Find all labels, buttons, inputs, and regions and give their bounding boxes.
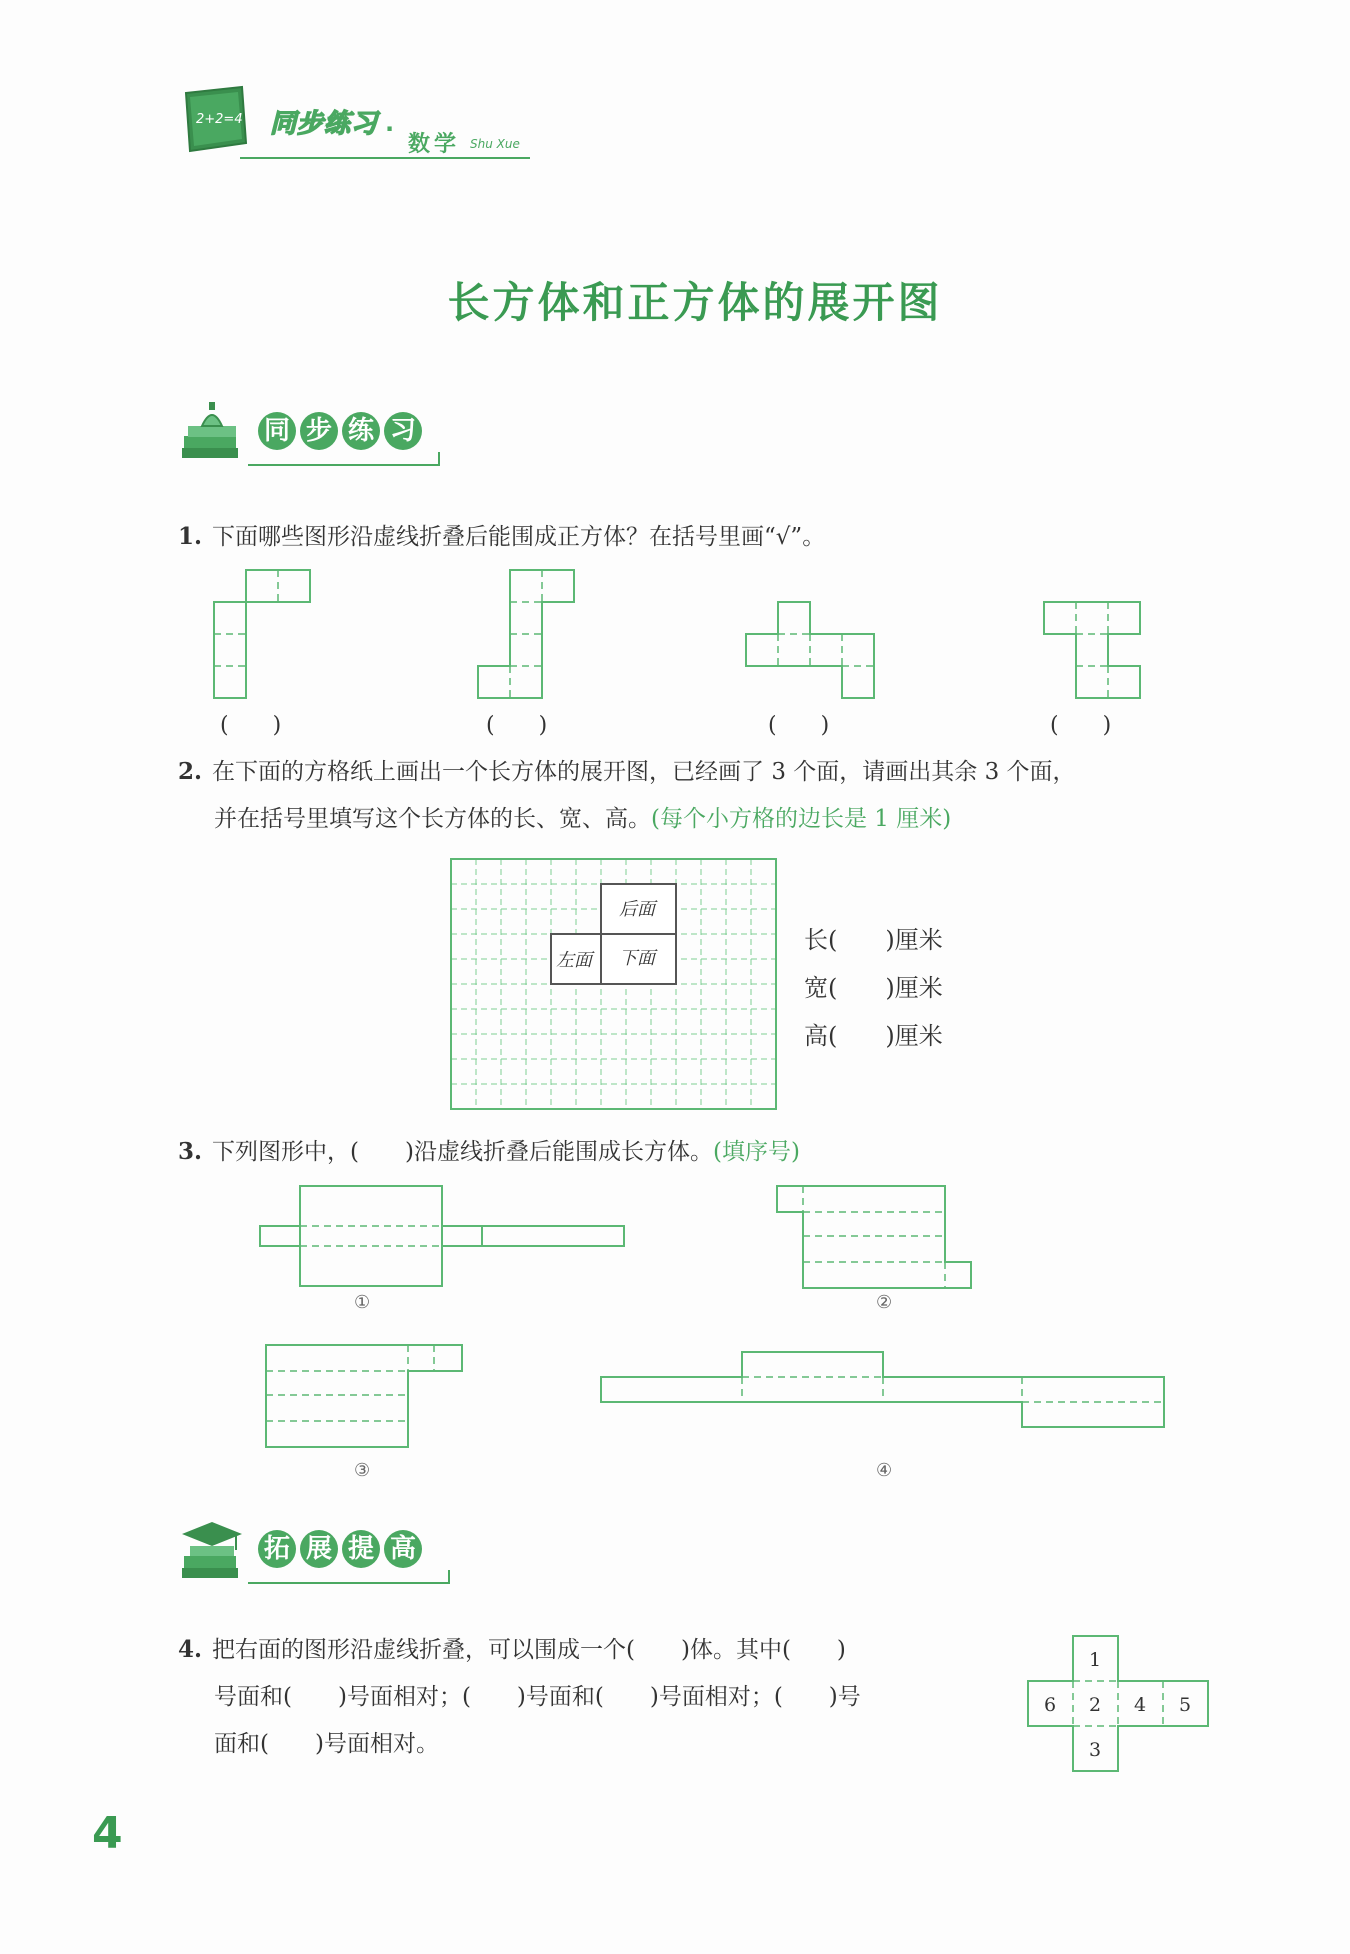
question-3 <box>178 1128 800 1176</box>
question-number: 1. <box>178 523 203 550</box>
height-answer[interactable]: 高( )厘米 <box>804 1022 943 1050</box>
answer-blank[interactable]: ( ) <box>220 713 282 738</box>
q3-net-4 <box>601 1352 1171 1442</box>
answer-blank[interactable]: ( ) <box>768 713 830 738</box>
q1-net-b <box>478 570 598 710</box>
net-label: ② <box>876 1292 893 1313</box>
answer-blank[interactable]: ( ) <box>1050 713 1112 738</box>
section-extension-badge <box>178 1518 468 1582</box>
q3-net-3 <box>266 1345 476 1455</box>
face-bottom-label: 下面 <box>619 948 655 969</box>
question-4 <box>178 1626 861 1768</box>
question-text: 在下面的方格纸上画出一个长方体的展开图，已经画了 3 个面，请画出其余 3 个面， <box>212 759 1076 785</box>
q1-net-c <box>746 602 886 722</box>
q1-net-a <box>214 570 334 710</box>
q4-cube-net <box>1028 1636 1218 1776</box>
graduation-cap-books-icon <box>178 1518 248 1582</box>
question-hint: (每个小方格的边长是 1 厘米) <box>651 806 952 832</box>
book-header <box>180 85 530 165</box>
section-char: 拓 <box>258 1530 296 1568</box>
question-text: 下列图形中，( )沿虚线折叠后能围成长方体。 <box>212 1139 713 1165</box>
face-number: 3 <box>1089 1739 1102 1761</box>
section-char: 高 <box>384 1530 422 1568</box>
face-number: 5 <box>1179 1694 1192 1716</box>
chalkboard-icon <box>180 85 250 157</box>
face-number: 2 <box>1089 1694 1102 1716</box>
section-char: 同 <box>258 412 296 450</box>
net-label: ④ <box>876 1460 893 1481</box>
grid-paper <box>451 859 781 1114</box>
section-char: 提 <box>342 1530 380 1568</box>
question-text-line3: 面和( )号面相对。 <box>214 1731 439 1757</box>
series-title: 同步练习 <box>270 109 379 139</box>
length-answer[interactable]: 长( )厘米 <box>804 926 943 954</box>
question-text-line2: 并在括号里填写这个长方体的长、宽、高。 <box>214 806 651 832</box>
section-char: 步 <box>300 412 338 450</box>
face-left-label: 左面 <box>556 950 592 971</box>
face-back-label: 后面 <box>619 899 655 920</box>
face-number: 4 <box>1134 1694 1147 1716</box>
header-underline <box>240 157 530 159</box>
question-1 <box>178 513 825 561</box>
width-answer[interactable]: 宽( )厘米 <box>804 974 943 1002</box>
answer-blank[interactable]: ( ) <box>486 713 548 738</box>
net-label: ① <box>354 1292 371 1313</box>
question-hint: (填序号) <box>712 1139 800 1165</box>
section-char: 习 <box>384 412 422 450</box>
question-2 <box>178 748 1076 843</box>
face-number: 1 <box>1089 1649 1102 1671</box>
question-text-line2: 号面和( )号面相对；( )号面和( )号面相对；( )号 <box>214 1684 861 1710</box>
subject-pinyin: Shu Xue <box>470 137 520 151</box>
question-text: 把右面的图形沿虚线折叠，可以围成一个( )体。其中( ) <box>212 1637 846 1663</box>
question-number: 4. <box>178 1636 203 1663</box>
q3-net-2 <box>777 1186 977 1296</box>
q3-net-1 <box>260 1186 640 1296</box>
lesson-title: 长方体和正方体的展开图 <box>447 278 943 327</box>
section-char: 练 <box>342 412 380 450</box>
section-practice-badge <box>178 400 458 464</box>
net-label: ③ <box>354 1460 371 1481</box>
books-bell-icon <box>178 400 248 464</box>
face-number: 6 <box>1044 1694 1057 1716</box>
subject-label: 数学 <box>408 132 461 157</box>
header-dot: · <box>385 115 399 143</box>
question-number: 3. <box>178 1138 203 1165</box>
question-number: 2. <box>178 758 203 785</box>
section-underline <box>248 1570 450 1584</box>
section-char: 展 <box>300 1530 338 1568</box>
question-text: 下面哪些图形沿虚线折叠后能围成正方体？在括号里画“√”。 <box>212 524 826 550</box>
board-text: 2+2=4 <box>196 112 243 127</box>
section-underline <box>248 452 440 466</box>
page-number: 4 <box>92 1808 123 1859</box>
